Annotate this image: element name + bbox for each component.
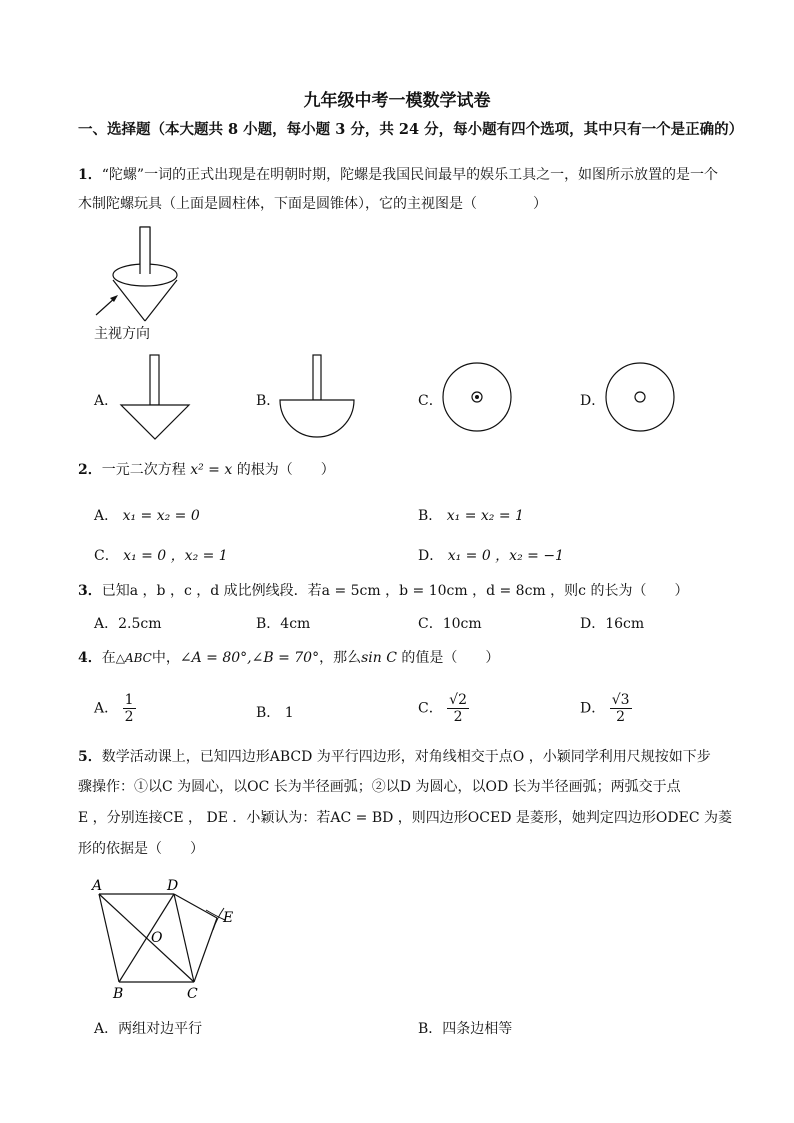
figure-caption: 主视方向 bbox=[94, 326, 150, 342]
q2-option-a-text: x₁ = x₂ = 0 bbox=[122, 508, 200, 524]
q4-option-c-denominator: 2 bbox=[453, 709, 463, 725]
question-2 bbox=[78, 460, 335, 480]
question-3-text: 已知a ，b ，c ，d 成比例线段．若a = 5cm ，b = 10cm ，d = 8cm ，则c 的长为（ ） bbox=[101, 583, 689, 599]
q1-option-b-figure bbox=[277, 352, 357, 442]
question-4-number: 4． bbox=[78, 650, 102, 666]
question-2-text-after: 的根为（ ） bbox=[236, 462, 335, 478]
question-5-line-4: 形的依据是（ ） bbox=[78, 841, 204, 857]
q1-option-b-label: B． bbox=[256, 393, 281, 409]
question-5-line-3: E ，分别连接CE ， DE ．小颖认为：若AC = BD ，则四边形OCED 是菱形，她判定四边形ODEC 为菱 bbox=[78, 810, 732, 826]
question-4 bbox=[78, 648, 499, 668]
label-o: O bbox=[151, 930, 163, 946]
label-c: C bbox=[187, 986, 198, 1002]
question-4-text-before: 在 bbox=[101, 650, 116, 666]
q4-option-d-denominator: 2 bbox=[616, 709, 626, 725]
q4-option-d-fraction bbox=[610, 692, 632, 725]
question-5-number: 5． bbox=[78, 749, 102, 765]
q4-option-a-denominator: 2 bbox=[124, 709, 134, 725]
question-4-expr: sin C bbox=[361, 650, 397, 666]
question-4-condition: ∠A = 80°,∠B = 70° bbox=[179, 650, 320, 666]
question-4-text-mid: 中， bbox=[151, 650, 180, 666]
question-2-text-before: 一元二次方程 bbox=[101, 462, 186, 478]
q4-option-d-label: D． bbox=[580, 700, 606, 717]
q4-option-c bbox=[418, 692, 469, 725]
q2-option-d bbox=[418, 545, 564, 565]
page-title: 九年级中考一模数学试卷 bbox=[303, 91, 491, 111]
q3-option-a: A．2.5cm bbox=[94, 616, 162, 632]
q3-option-d: D．16cm bbox=[580, 616, 645, 632]
q4-option-b-text: 1 bbox=[284, 705, 294, 721]
q2-option-c-text: x₁ = 0 ，x₂ = 1 bbox=[123, 548, 228, 564]
label-b: B bbox=[113, 986, 124, 1002]
q3-option-c: C．10cm bbox=[418, 616, 482, 632]
q2-option-c-label: C． bbox=[94, 548, 119, 564]
q4-option-c-numerator: √2 bbox=[449, 692, 467, 708]
q3-option-b: B．4cm bbox=[256, 616, 311, 632]
question-1-line-2: 木制陀螺玩具（上面是圆柱体，下面是圆锥体），它的主视图是（ ） bbox=[78, 196, 547, 212]
q4-option-c-label: C． bbox=[418, 700, 443, 717]
q2-option-d-text: x₁ = 0 ，x₂ = −1 bbox=[447, 548, 564, 564]
question-3 bbox=[78, 581, 688, 601]
question-1-number: 1． bbox=[78, 167, 102, 183]
q4-option-b-label: B． bbox=[256, 705, 281, 721]
q5-option-b: B．四条边相等 bbox=[418, 1021, 513, 1037]
q1-option-d-label: D． bbox=[580, 393, 606, 409]
q1-option-c-label: C． bbox=[418, 393, 443, 409]
q4-option-a-label: A． bbox=[94, 700, 119, 717]
q2-option-b-label: B． bbox=[418, 508, 443, 524]
q4-option-c-fraction bbox=[447, 692, 469, 725]
q1-option-a-figure bbox=[118, 352, 194, 442]
q2-option-a bbox=[94, 505, 200, 525]
question-4-text-mid2: ，那么 bbox=[319, 650, 362, 666]
question-2-number: 2． bbox=[78, 462, 102, 478]
question-5-line-1 bbox=[78, 747, 711, 767]
q4-option-d-numerator: √3 bbox=[611, 692, 630, 708]
question-5-line-2: 骤操作：①以C 为圆心，以OC 长为半径画弧；②以D 为圆心，以OD 长为半径画弧；两弧交于点 bbox=[78, 779, 681, 795]
q1-option-c-figure bbox=[440, 360, 516, 436]
q2-option-a-label: A． bbox=[94, 508, 119, 524]
question-3-number: 3． bbox=[78, 583, 102, 599]
q1-option-a-label: A． bbox=[94, 393, 119, 409]
question-4-text-after: 的值是（ ） bbox=[401, 650, 500, 666]
q2-option-b-text: x₁ = x₂ = 1 bbox=[446, 508, 524, 524]
section-header: 一、选择题（本大题共 8 小题，每小题 3 分，共 24 分，每小题有四个选项，其中只有一个是正确的） bbox=[78, 121, 744, 138]
q1-option-d-figure bbox=[603, 360, 679, 436]
q4-option-a-numerator: 1 bbox=[124, 692, 134, 708]
q4-option-a bbox=[94, 692, 136, 725]
question-4-triangle: △ABC bbox=[115, 651, 152, 665]
label-e: E bbox=[223, 910, 234, 926]
q4-option-a-fraction bbox=[123, 692, 136, 725]
q5-option-a: A．两组对边平行 bbox=[94, 1021, 203, 1037]
label-a: A bbox=[92, 878, 103, 894]
label-d: D bbox=[167, 878, 179, 894]
q4-option-d bbox=[580, 692, 632, 725]
q2-option-c bbox=[94, 545, 228, 565]
q2-option-d-label: D． bbox=[418, 548, 444, 564]
question-1-line-1 bbox=[78, 165, 718, 185]
question-5-text-1: 数学活动课上，已知四边形ABCD 为平行四边形，对角线相交于点O ，小颖同学利用尺规按如下步 bbox=[101, 749, 711, 765]
question-1-text-1: “陀螺”一词的正式出现是在明朝时期，陀螺是我国民间最早的娱乐工具之一，如图所示放置的是一个 bbox=[101, 167, 719, 183]
parallelogram-figure bbox=[86, 872, 246, 1004]
q4-option-b bbox=[256, 702, 294, 722]
q2-option-b bbox=[418, 505, 524, 525]
question-2-equation: x² = x bbox=[190, 462, 233, 478]
